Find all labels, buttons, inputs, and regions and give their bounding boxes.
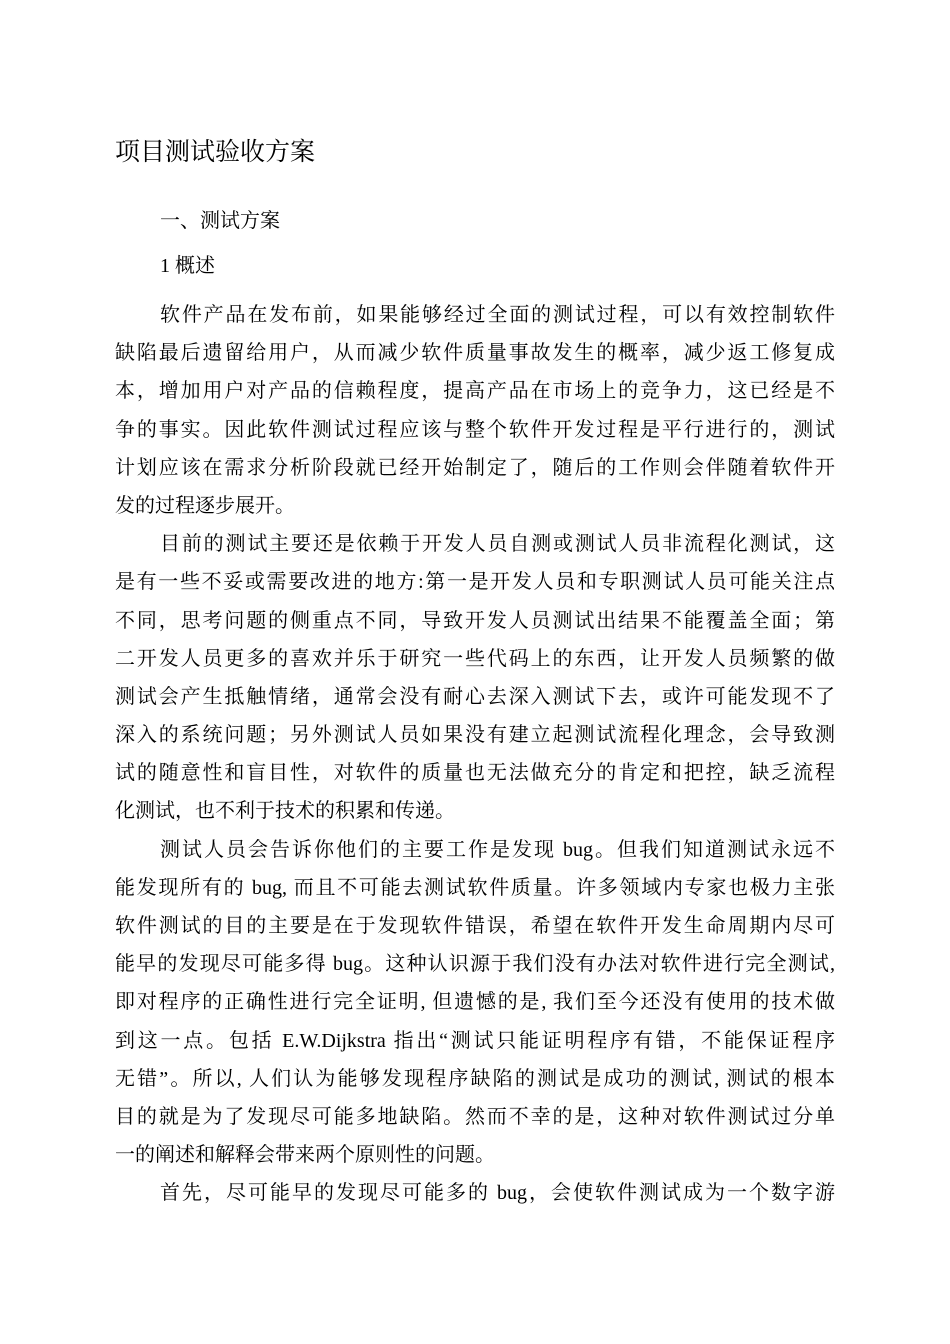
paragraph-line: 目前的测试主要还是依赖于开发人员自测或测试人员非流程化测试，这 [160, 533, 835, 556]
paragraph [115, 1174, 835, 1212]
paragraph-line: 软件测试的目的主要是在于发现软件错误，希望在软件开发生命周期内尽可 [115, 915, 835, 937]
paragraph-line: 测试会产生抵触情绪，通常会没有耐心去深入测试下去，或许可能发现不了 [115, 685, 835, 708]
paragraph-line: 计划应该在需求分析阶段就已经开始制定了，随后的工作则会伴随着软件开 [115, 456, 835, 479]
paragraph-line: 是有一些不妥或需要改进的地方:第一是开发人员和专职测试人员可能关注点 [115, 571, 835, 594]
paragraph-line: 发的过程逐步展开。 [115, 494, 295, 517]
paragraph-line: 到这一点。包括 E.W.Dijkstra 指出“测试只能证明程序有错，不能保证程序 [115, 1029, 835, 1052]
paragraph-line: 目的就是为了发现尽可能多地缺陷。然而不幸的是，这种对软件测试过分单 [115, 1105, 835, 1128]
paragraph-line: 化测试，也不利于技术的积累和传递。 [115, 800, 455, 823]
paragraph-line: 一的阐述和解释会带来两个原则性的问题。 [115, 1144, 495, 1167]
paragraph-line: 深入的系统问题；另外测试人员如果没有建立起测试流程化理念，会导致测 [115, 724, 835, 747]
paragraph-line: 不同，思考问题的侧重点不同，导致开发人员测试出结果不能覆盖全面；第 [115, 609, 835, 632]
paragraph-line: 首先，尽可能早的发现尽可能多的 bug，会使软件测试成为一个数字游 [160, 1182, 835, 1205]
paragraph-line: 软件产品在发布前，如果能够经过全面的测试过程，可以有效控制软件 [160, 304, 835, 326]
paragraph-line: 二开发人员更多的喜欢并乐于研究一些代码上的东西，让开发人员频繁的做 [115, 647, 835, 670]
paragraph [115, 831, 835, 1175]
paragraph-line: 试的随意性和盲目性，对软件的质量也无法做充分的肯定和把控，缺乏流程 [115, 762, 835, 785]
paragraph-line: 测试人员会告诉你他们的主要工作是发现 bug。但我们知道测试永远不 [160, 838, 835, 861]
paragraph [115, 525, 835, 831]
paragraph-line: 能发现所有的 bug, 而且不可能去测试软件质量。许多领域内专家也极力主张 [115, 876, 835, 899]
section-heading: 一、测试方案 [160, 210, 280, 232]
paragraph [115, 296, 835, 525]
paragraph-line: 无错”。所以, 人们认为能够发现程序缺陷的测试是成功的测试, 测试的根本 [115, 1067, 835, 1090]
paragraph-line: 本，增加用户对产品的信赖程度，提高产品在市场上的竞争力，这已经是不 [115, 380, 835, 403]
paragraph-line: 缺陷最后遗留给用户，从而减少软件质量事故发生的概率，减少返工修复成 [115, 342, 835, 365]
document-title: 项目测试验收方案 [115, 139, 316, 166]
paragraph-line: 即对程序的正确性进行完全证明, 但遗憾的是, 我们至今还没有使用的技术做 [115, 991, 835, 1014]
paragraph-line: 能早的发现尽可能多得 bug。这种认识源于我们没有办法对软件进行完全测试, [115, 953, 835, 976]
document-body [115, 296, 835, 1213]
subsection-heading: 1 概述 [160, 255, 215, 277]
paragraph-line: 争的事实。因此软件测试过程应该与整个软件开发过程是平行进行的，测试 [115, 418, 835, 441]
